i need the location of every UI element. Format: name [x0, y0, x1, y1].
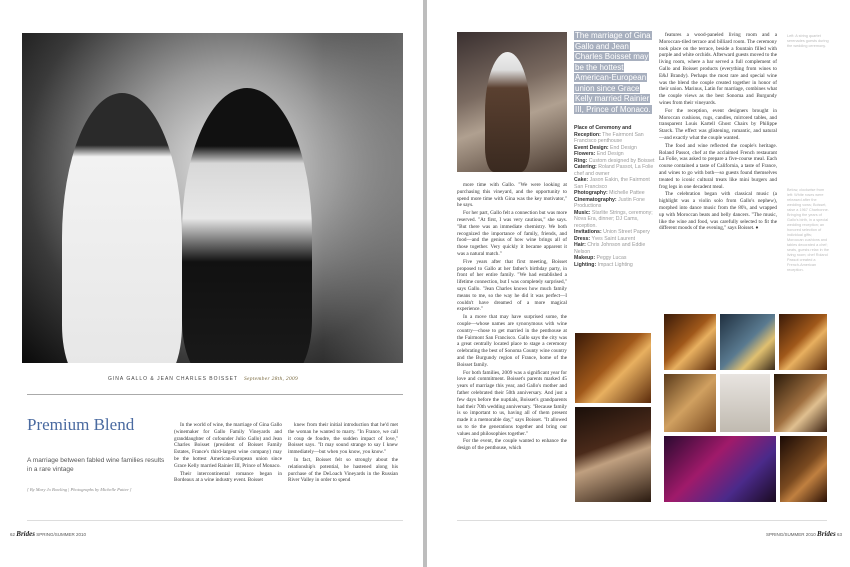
footer-divider [27, 520, 403, 521]
right-page [427, 0, 850, 567]
paragraph: In fact, Boisset felt so strongly about the relationship's potential, he hastened along his purchase of the DeLoach Vineyards in the Russian River Valley in order to spend [288, 456, 398, 484]
credit-item: Photography: Michelle Pattee [574, 190, 645, 196]
left-folio [10, 530, 86, 538]
reception-photo-6 [774, 374, 827, 432]
article-title: Premium Blend [27, 415, 135, 434]
credit-item: Catering: Roland Passot, La Folie chef and owner [574, 164, 654, 177]
body-column-2 [288, 422, 398, 485]
credit-item: Lighting: Impact Lighting [574, 261, 633, 268]
vendor-credits [574, 125, 658, 268]
side-note-bottom: Below, clockwise from left: White roses were released after the wedding vows; Boisset, raise a 1967 Charbonne. Bringing the years of Gallo's birth, in a special wedding reception; an honored selection of individual gifts; Moroccan cushions and tables decorated a chef; seats, guests relax in the living room; chef Roland Passot created a French-American reception. [787, 188, 829, 272]
body-column-1 [174, 422, 282, 485]
paragraph: The food and wine reflected the couple's heritage. Roland Passot, chef at the acclaimed French restaurant La Folie, was asked to prepare a five-course meal. Each course contained a taste of California, a taste of France, and wines to go with both—so guests found themselves treated to iconic cultural treats like mini burgers and frog legs in one decadent meal. [659, 142, 777, 190]
table-setting-photo [575, 333, 651, 403]
left-page [0, 0, 423, 567]
violinist-figure [485, 52, 530, 172]
couple-hero-photo [22, 33, 403, 363]
credit-item: Cinematography: Justin Fone Productions [574, 196, 645, 209]
photo-backdrop-building [323, 33, 403, 363]
caption-divider [27, 394, 403, 395]
paragraph: For both families, 2009 was a significant year for love and commitment. Boisset's parents marked 45 years of marriage this year, and Gallo's mother and father celebrated their 50th anniversary. And just a few days before the nuptials, Boisset's grandparents had their 70th wedding anniversary. "Because family is so important to us, having all of them present made it a memorable day," says Boisset. "It allowed us to tie the generations together and bring our values and philosophies together." [457, 369, 567, 437]
paragraph: knew from their initial introduction that he'd met the woman he wanted to marry. "In France, we call it coup de foudre, the sudden impact of love," Boisset says. "It may sound strange to say I knew immediately—but when you know, you know." [288, 422, 398, 456]
issue-label: SPRING/SUMMER 2010 [36, 532, 86, 537]
paragraph: For the event, the couple wanted to enhance the design of the penthouse, which [457, 438, 567, 452]
photo-caption [108, 376, 298, 382]
reception-photo-2 [720, 314, 775, 370]
reception-photo-3 [779, 314, 827, 370]
page-number: 62 [10, 532, 16, 537]
right-folio [766, 530, 842, 538]
credit-item: Hair: Chris Johnson and Eddie Nelson [574, 242, 646, 255]
credit-item: Invitations: Union Street Papery [574, 229, 650, 235]
body-column-b [659, 32, 777, 302]
paragraph: more time with Gallo. "We were looking at purchasing this vineyard, and the opportunity to spend more time with Gina was the key motivator," he says. [457, 182, 567, 209]
couple-candid-photo [575, 407, 651, 502]
reception-photo-5 [720, 374, 770, 432]
bride-silhouette [182, 88, 312, 363]
article-subtitle: A marriage between fabled wine families results in a rare vintage [27, 457, 165, 473]
groom-silhouette [62, 93, 182, 363]
paragraph: features a wood-paneled living room and a Moroccan-tiled terrace and billiard room. The ceremony took place on the terrace, beside a fountain filled with purple and white orchids. Afterward guests moved to the living room, where a bar served a full complement of Gallo and Boisset products (everything from wines to E&J Brandy). Perhaps the most rare and special wine was the blend the couple created together in honor of their union. Marinus, Latin for marriage, combines what the couple views as the best Sonoma and Burgundy wines from their vineyards. [659, 32, 777, 106]
reception-photo-8 [780, 436, 827, 502]
paragraph: The celebration began with classical music (a highlight was a violin solo from Gallo's nephew), morphed into dance music from the 80's, and wrapped up with Moroccan beats and belly dancers. "The music, like the wine and food, was carefully selected to fit the different moods of the evening," says Boisset. ♦ [659, 191, 777, 232]
article-byline: [ By Mary Jo Bowling | Photographs by Michelle Pattee ] [27, 487, 132, 492]
credit-item: Music: Starlite Strings, ceremony; Nova Era, dinner; DJ Cams, reception. [574, 209, 653, 229]
paragraph: In the world of wine, the marriage of Gina Gallo (winemaker for Gallo Family Vineyards and granddaughter of cofounder Julio Gallo) and Jean Charles Boisset (president of Boisset Family Estates, France's third-largest wine company) may be the hottest American-European union since Grace Kelly married Rainier III, Prince of Monaco. [174, 422, 282, 469]
reception-photo-7 [664, 436, 776, 502]
credit-item: Cake: Jason Eakin, the Fairmont San Francisco [574, 177, 650, 190]
issue-label: SPRING/SUMMER 2010 [766, 532, 816, 537]
paragraph: Five years after that first meeting, Boisset proposed to Gallo at her father's birthday party, in front of her entire family. "We had established a lifetime connection, but I was completely surprised," says Gallo. "Jean Charles knows how much family means to me, so the way he did it was perfect—I couldn't have dreamed of a more magical experience." [457, 258, 567, 313]
pull-quote: The marriage of Gina Gallo and Jean Charles Boisset may be the hottest American-European union since Grace Kelly married Rainier III, Prince of Monaco. [575, 31, 651, 114]
caption-names: GINA GALLO & JEAN CHARLES BOISSET [108, 376, 238, 382]
violinist-photo [457, 32, 567, 172]
page-number: 63 [836, 532, 842, 537]
reception-photo-1 [664, 314, 716, 370]
credit-item: Dress: Yves Saint Laurent [574, 235, 636, 242]
credit-item: Event Design: End Design [574, 144, 637, 151]
credit-item: Flowers: End Design [574, 151, 624, 157]
credit-item: Ring: Custom designed by Boisset [574, 157, 655, 164]
caption-date: September 28th, 2009 [243, 376, 299, 382]
magazine-name: Brides [817, 530, 836, 538]
magazine-name: Brides [16, 530, 35, 538]
paragraph: For her part, Gallo felt a connection but was more reserved. "At first, I was very cautious," she says. "But there was an immediate chemistry. We both recognized the importance of family, friends, and food—and the genius of how wine brings all of those together. Very quickly it became apparent it was a natural match." [457, 210, 567, 257]
paragraph: For the reception, event designers brought in Moroccan cushions, rugs, candles, mirrored tables, and transparent Louis Kartell Ghost Chairs by Philippe Starck. The effect was glistening, romantic, and natural—and exactly what the couple wanted. [659, 107, 777, 141]
paragraph: In a move that may have surprised some, the couple—whose names are synonymous with wine country—chose to get married in the penthouse at the Fairmont San Francisco. Gallo says the city was a great centrally located place to stage a ceremony celebrating the best of Sonoma County wine country and the Burgundy region of France, home of the Boisset family. [457, 314, 567, 368]
body-column-a [457, 182, 567, 512]
credit-item: Makeup: Peggy Lucas [574, 255, 627, 261]
side-note-top: Left: A string quartet serenades guests during the wedding ceremony. [787, 34, 829, 48]
footer-divider [457, 520, 827, 521]
paragraph: Their intercontinental romance began in Bordeaux at a wine industry event. Boisset [174, 470, 282, 484]
credit-item: Place of Ceremony and Reception: The Fairmont San Francisco penthouse [574, 125, 644, 144]
reception-photo-4 [664, 374, 716, 432]
